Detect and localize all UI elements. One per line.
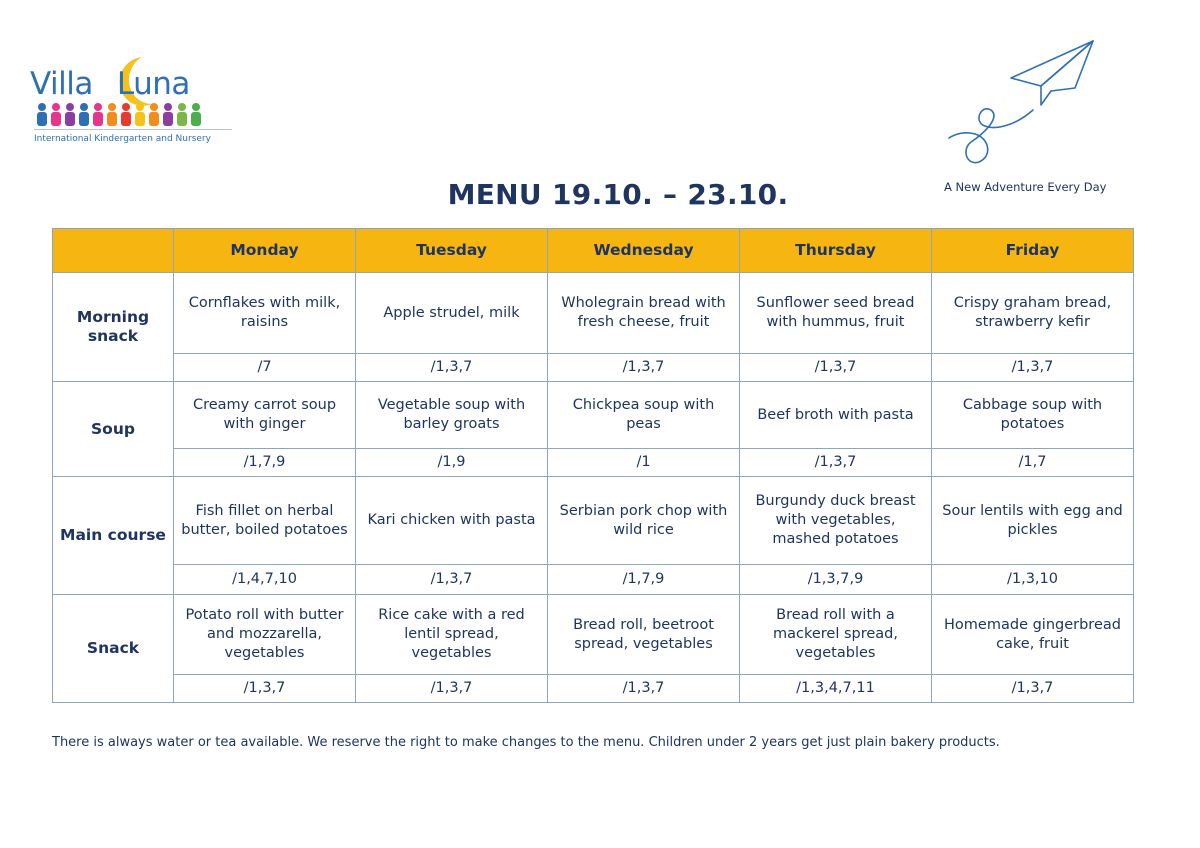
meal-label: Soup [53, 382, 174, 477]
allergen-code: /1,3,7 [356, 565, 548, 595]
page-title: MENU 19.10. – 23.10. [447, 178, 789, 211]
allergen-code: /1,3,7 [356, 675, 548, 703]
allergen-code: /1,3,7 [174, 675, 356, 703]
meal-label: Snack [53, 595, 174, 703]
meal-item: Burgundy duck breast with vegetables, mashed potatoes [740, 477, 932, 565]
header-day: Friday [932, 229, 1134, 273]
logo-wordmark [30, 66, 190, 102]
table-row [53, 382, 1134, 449]
allergen-code: /1,3,7 [548, 675, 740, 703]
meal-item: Bread roll with a mackerel spread, vegetables [740, 595, 932, 675]
meal-item: Beef broth with pasta [740, 382, 932, 449]
allergen-code: /1,3,7,9 [740, 565, 932, 595]
allergen-code: /1,9 [356, 449, 548, 477]
allergen-code: /1,4,7,10 [174, 565, 356, 595]
meal-item: Fish fillet on herbal butter, boiled potatoes [174, 477, 356, 565]
table-header-row [53, 229, 1134, 273]
logo-word-luna: Luna [116, 66, 190, 102]
header-day: Wednesday [548, 229, 740, 273]
header-day: Thursday [740, 229, 932, 273]
meal-item: Crispy graham bread, strawberry kefir [932, 273, 1134, 354]
slogan-text: A New Adventure Every Day [944, 180, 1107, 194]
table-row [53, 449, 1134, 477]
table-row [53, 595, 1134, 675]
logo-divider [34, 129, 232, 130]
allergen-code: /1,3,7 [548, 354, 740, 382]
allergen-code: /1,7,9 [548, 565, 740, 595]
allergen-code: /7 [174, 354, 356, 382]
allergen-code: /1,3,7 [932, 354, 1134, 382]
table-row [53, 273, 1134, 354]
header-day: Monday [174, 229, 356, 273]
meal-item: Homemade gingerbread cake, fruit [932, 595, 1134, 675]
logo-tagline: International Kindergarten and Nursery [34, 134, 211, 144]
meal-item: Sour lentils with egg and pickles [932, 477, 1134, 565]
allergen-code: /1,3,7 [356, 354, 548, 382]
weekly-menu-table [52, 228, 1134, 703]
logo-word-villa: Villa [30, 66, 93, 102]
children-row-icon [34, 102, 234, 128]
meal-item: Cornflakes with milk, raisins [174, 273, 356, 354]
allergen-code: /1,7 [932, 449, 1134, 477]
meal-label: Morning snack [53, 273, 174, 382]
meal-item: Cabbage soup with potatoes [932, 382, 1134, 449]
table-row [53, 675, 1134, 703]
meal-item: Vegetable soup with barley groats [356, 382, 548, 449]
header-day: Tuesday [356, 229, 548, 273]
meal-item: Potato roll with butter and mozzarella, vegetables [174, 595, 356, 675]
allergen-code: /1,7,9 [174, 449, 356, 477]
meal-item: Creamy carrot soup with ginger [174, 382, 356, 449]
allergen-code: /1 [548, 449, 740, 477]
meal-item: Rice cake with a red lentil spread, vegetables [356, 595, 548, 675]
allergen-code: /1,3,4,7,11 [740, 675, 932, 703]
table-row [53, 354, 1134, 382]
table-row [53, 565, 1134, 595]
allergen-code: /1,3,7 [740, 449, 932, 477]
header-corner-cell [53, 229, 174, 273]
meal-item: Chickpea soup with peas [548, 382, 740, 449]
meal-item: Apple strudel, milk [356, 273, 548, 354]
meal-item: Kari chicken with pasta [356, 477, 548, 565]
footer-note: There is always water or tea available. We reserve the right to make changes to the menu. Children under 2 years get just plain bakery products. [52, 735, 1000, 750]
meal-item: Serbian pork chop with wild rice [548, 477, 740, 565]
villa-luna-logo [30, 52, 215, 152]
meal-item: Bread roll, beetroot spread, vegetables [548, 595, 740, 675]
meal-label: Main course [53, 477, 174, 595]
meal-item: Sunflower seed bread with hummus, fruit [740, 273, 932, 354]
allergen-code: /1,3,10 [932, 565, 1134, 595]
table-row [53, 477, 1134, 565]
paper-plane-icon [945, 38, 1105, 173]
allergen-code: /1,3,7 [932, 675, 1134, 703]
meal-item: Wholegrain bread with fresh cheese, fruit [548, 273, 740, 354]
allergen-code: /1,3,7 [740, 354, 932, 382]
